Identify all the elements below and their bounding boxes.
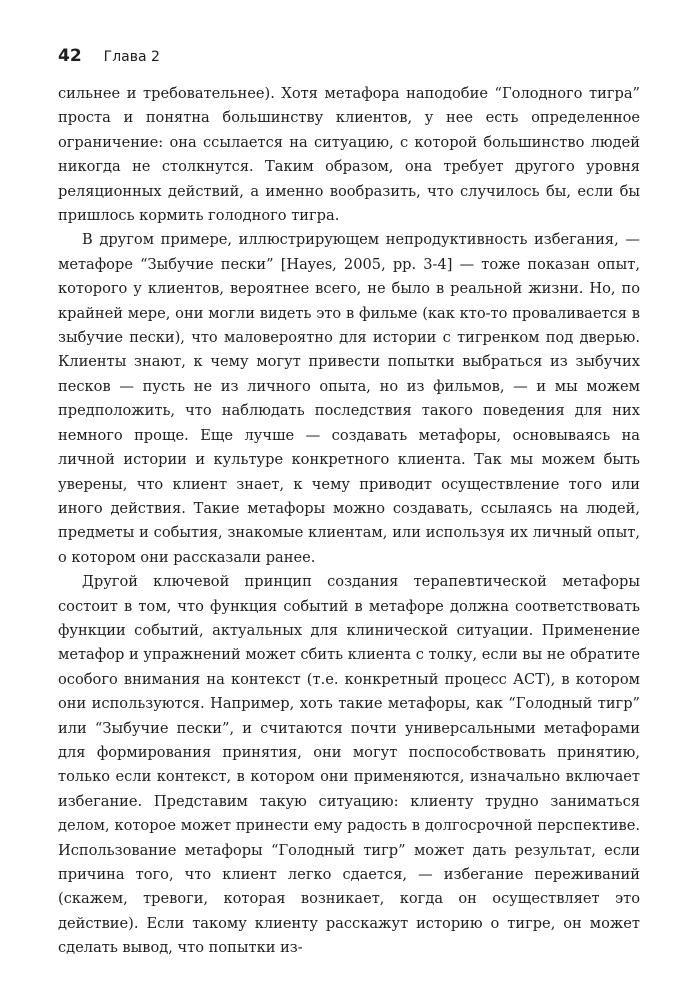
- paragraph-key-principle: Другой ключевой принцип создания терапевтической метафоры состоит в том, что функция событий в метафоре должна соответствовать функции событий, актуальных для клинической ситуации. Применение метафор и упражнений может сбить клиента с толку, если вы не обратите особого внимания на контекст (т.е. конкретный процесс АСТ), в котором они используются. Например, хоть такие метафоры, как “Голодный тигр” или “Зыбучие пески”, и считаются почти универсальными метафорами для формирования принятия, они могут поспособствовать принятию, только если контекст, в котором они применяются, изначально включает избегание. Представим такую ситуацию: клиенту трудно заниматься делом, которое может принести ему радость в долгосрочной перспективе. Использование метафоры “Голодный тигр” может дать результат, если причина того, что клиент легко сдается, — избегание переживаний (скажем, тревоги, которая возникает, когда он осуществляет это действие). Если такому клиенту расскажут историю о тигре, он может сделать вывод, что попытки из-: [58, 573, 640, 957]
- running-head: [58, 46, 640, 70]
- page-number: 42: [58, 46, 82, 66]
- chapter-label: Глава 2: [103, 49, 160, 65]
- body-text: [58, 82, 640, 961]
- paragraph-quicksand-example: В другом примере, иллюстрирующем непродуктивность избегания, — метафоре “Зыбучие пески” [Hayes, 2005, pp. 3-4] — тоже показан опыт, которого у клиентов, вероятнее всего, не было в реальной жизни. Но, по крайней мере, они могли видеть это в фильме (как кто-то проваливается в зыбучие пески), что маловероятно для истории с тигренком под дверью. Клиенты знают, к чему могут привести попытки выбраться из зыбучих песков — пусть не из личного опыта, но из фильмов, — и мы можем предположить, что наблюдать последствия такого поведения для них немного проще. Еще лучше — создавать метафоры, основываясь на личной истории и культуре конкретного клиента. Так мы можем быть уверены, что клиент знает, к чему приводит осуществление того или иного действия. Такие метафоры можно создавать, ссылаясь на людей, предметы и события, знакомые клиентам, или используя их личный опыт, о котором они рассказали ранее.: [58, 231, 640, 566]
- paragraph-continued: сильнее и требовательнее). Хотя метафора наподобие “Голодного тигра” проста и понятна большинству клиентов, у нее есть определенное ограничение: она ссылается на ситуацию, с которой большинство людей никогда не столкнутся. Таким образом, она требует другого уровня реляционных действий, а именно вообразить, что случилось бы, если бы пришлось кормить голодного тигра.: [58, 85, 640, 225]
